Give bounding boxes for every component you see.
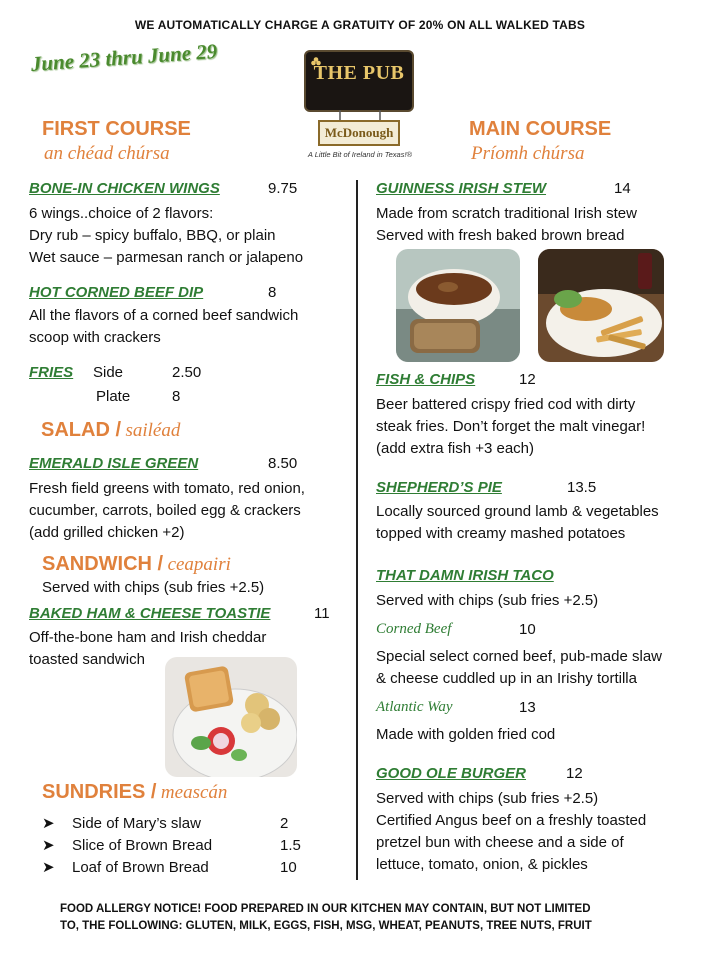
allergy-line: FOOD ALLERGY NOTICE! FOOD PREPARED IN OUR KITCHEN MAY CONTAIN, BUT NOT LIMITED xyxy=(60,903,591,915)
emerald-green-name: EMERALD ISLE GREEN xyxy=(29,455,199,472)
wings-desc-line: 6 wings..choice of 2 flavors: xyxy=(29,205,214,222)
sundry-label: Loaf of Brown Bread xyxy=(72,859,209,876)
wings-price: 9.75 xyxy=(268,180,298,197)
list-item xyxy=(42,813,322,835)
arrow-bullet-icon: ➤ xyxy=(42,815,55,832)
main-course-title: MAIN COURSE xyxy=(469,118,612,140)
column-divider xyxy=(356,180,358,880)
shepherds-pie-desc xyxy=(376,501,659,545)
irish-taco-name: THAT DAMN IRISH TACO xyxy=(376,567,554,584)
sundries-list xyxy=(42,813,322,879)
first-course-title: FIRST COURSE xyxy=(42,118,191,140)
stew-bowl-image xyxy=(396,249,520,362)
arrow-bullet-icon: ➤ xyxy=(42,859,55,876)
fries-name: FRIES xyxy=(29,364,74,381)
fish-chips-photo xyxy=(538,249,664,362)
fish-desc-line: Beer battered crispy fried cod with dirty xyxy=(376,396,636,413)
sandwich-subtitle: ceapairi xyxy=(167,554,231,575)
first-course-subtitle: an chéad chúrsa xyxy=(44,143,170,164)
burger-desc xyxy=(376,788,646,876)
fish-desc-line: steak fries. Don’t forget the malt vinegar! xyxy=(376,418,646,435)
date-range: June 23 thru June 29 xyxy=(30,38,218,76)
logo-title: THE PUB xyxy=(313,62,405,84)
logo-sign-text: McDonough xyxy=(324,125,394,140)
shepherds-pie-name: SHEPHERD’S PIE xyxy=(376,479,502,496)
toastie-desc-line: Off-the-bone ham and Irish cheddar xyxy=(29,629,267,646)
burger-desc-line: lettuce, tomato, onion, & pickles xyxy=(376,856,588,873)
sundries-title: SUNDRIES / xyxy=(42,781,157,803)
logo-sign xyxy=(318,120,400,146)
salad-title: SALAD / xyxy=(41,419,121,441)
toastie-desc-line: toasted sandwich xyxy=(29,651,145,668)
stew-desc-line: Made from scratch traditional Irish stew xyxy=(376,205,637,222)
arrow-bullet-icon: ➤ xyxy=(42,837,55,854)
dip-desc-line: All the flavors of a corned beef sandwich xyxy=(29,307,299,324)
irish-taco-note: Served with chips (sub fries +2.5) xyxy=(376,592,599,609)
logo-tagline: A Little Bit of Ireland in Texas!® xyxy=(307,150,413,159)
sundry-price: 1.5 xyxy=(280,837,301,854)
pub-logo xyxy=(304,50,414,112)
sundry-price: 2 xyxy=(280,815,289,832)
main-course-subtitle: Príomh chúrsa xyxy=(471,143,585,164)
salad-subtitle: sailéad xyxy=(125,420,181,441)
toastie-plate-image xyxy=(165,657,297,777)
dip-desc-line: scoop with crackers xyxy=(29,329,161,346)
wings-desc-line: Dry rub – spicy buffalo, BBQ, or plain xyxy=(29,227,276,244)
sandwich-title: SANDWICH / xyxy=(42,553,164,575)
fish-chips-desc xyxy=(376,394,645,460)
sundries-subtitle: meascán xyxy=(160,782,228,803)
taco-atlantic-way-price: 13 xyxy=(519,699,536,716)
stew-price: 14 xyxy=(614,180,631,197)
taco-desc-line: & cheese cuddled up in an Irishy tortilla xyxy=(376,670,637,687)
burger-desc-line: Served with chips (sub fries +2.5) xyxy=(376,790,599,807)
corned-beef-dip-price: 8 xyxy=(268,284,277,301)
sundry-label: Side of Mary’s slaw xyxy=(72,815,201,832)
toastie-price: 11 xyxy=(314,605,330,622)
fish-chips-name: FISH & CHIPS xyxy=(376,371,476,388)
corned-beef-dip-name: HOT CORNED BEEF DIP xyxy=(29,284,204,301)
fries-side-price: 2.50 xyxy=(172,364,202,381)
fish-chips-image xyxy=(538,249,664,362)
wings-desc xyxy=(29,203,303,269)
toastie-photo xyxy=(165,657,297,777)
list-item xyxy=(42,835,322,857)
taco-corned-beef-price: 10 xyxy=(519,621,536,638)
sundry-price: 10 xyxy=(280,859,297,876)
stew-photo xyxy=(396,249,520,362)
emerald-green-desc xyxy=(29,478,305,544)
stew-desc xyxy=(376,203,637,247)
burger-desc-line: pretzel bun with cheese and a side of xyxy=(376,834,624,851)
burger-desc-line: Certified Angus beef on a freshly toasted xyxy=(376,812,647,829)
salad-desc-line: (add grilled chicken +2) xyxy=(29,524,185,541)
sandwich-heading xyxy=(42,553,231,576)
gratuity-notice: WE AUTOMATICALLY CHARGE A GRATUITY OF 20% ON ALL WALKED TABS xyxy=(134,18,586,32)
taco-atlantic-way-name: Atlantic Way xyxy=(376,699,453,715)
wings-name: BONE-IN CHICKEN WINGS xyxy=(29,180,220,197)
sandwich-note: Served with chips (sub fries +2.5) xyxy=(42,579,265,596)
fish-desc-line: (add extra fish +3 each) xyxy=(376,440,535,457)
pie-desc-line: Locally sourced ground lamb & vegetables xyxy=(376,503,659,520)
list-item xyxy=(42,857,322,879)
burger-name: GOOD OLE BURGER xyxy=(376,765,527,782)
burger-price: 12 xyxy=(566,765,583,782)
stew-name: GUINNESS IRISH STEW xyxy=(376,180,547,197)
taco-atlantic-way-desc: Made with golden fried cod xyxy=(376,726,556,743)
taco-desc-line: Special select corned beef, pub-made slaw xyxy=(376,648,662,665)
salad-desc-line: Fresh field greens with tomato, red onion, xyxy=(29,480,305,497)
pie-desc-line: topped with creamy mashed potatoes xyxy=(376,525,626,542)
salad-heading xyxy=(41,419,180,442)
fries-plate-price: 8 xyxy=(172,388,181,405)
wings-desc-line: Wet sauce – parmesan ranch or jalapeno xyxy=(29,249,304,266)
corned-beef-dip-desc xyxy=(29,305,298,349)
fish-chips-price: 12 xyxy=(519,371,536,388)
shepherds-pie-price: 13.5 xyxy=(567,479,597,496)
taco-corned-beef-name: Corned Beef xyxy=(376,621,452,637)
allergy-line: TO, THE FOLLOWING: GLUTEN, MILK, EGGS, FISH, MSG, WHEAT, PEANUTS, TREE NUTS, FRUIT xyxy=(60,920,592,932)
fries-side-label: Side xyxy=(93,364,124,381)
sundry-label: Slice of Brown Bread xyxy=(72,837,213,854)
sundries-heading xyxy=(42,781,227,804)
fries-plate-label: Plate xyxy=(96,388,131,405)
emerald-green-price: 8.50 xyxy=(268,455,298,472)
toastie-name: BAKED HAM & CHEESE TOASTIE xyxy=(29,605,271,622)
stew-desc-line: Served with fresh baked brown bread xyxy=(376,227,625,244)
salad-desc-line: cucumber, carrots, boiled egg & crackers xyxy=(29,502,301,519)
taco-corned-beef-desc xyxy=(376,646,662,690)
allergy-notice xyxy=(60,901,680,935)
